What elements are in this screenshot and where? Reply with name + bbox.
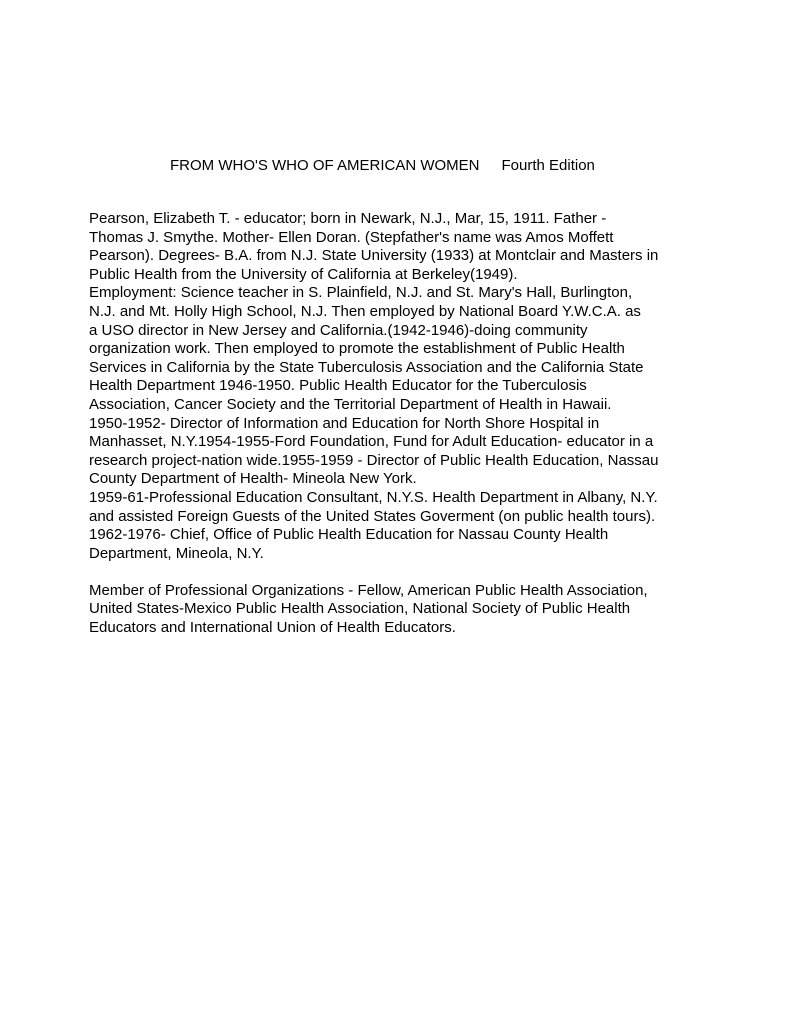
bio-line: Thomas J. Smythe. Mother- Ellen Doran. (Stepfather's name was Amos Moffett	[89, 228, 614, 246]
bio-line: Association, Cancer Society and the Territorial Department of Health in Hawaii.	[89, 395, 612, 413]
member-line: United States-Mexico Public Health Association, National Society of Public Health	[89, 600, 631, 618]
document-title	[170, 156, 730, 176]
bio-line: N.J. and Mt. Holly High School, N.J. Then employed by National Board Y.W.C.A. as	[89, 302, 641, 320]
bio-line: research project-nation wide.1955-1959 - Director of Public Health Education, Nassau	[89, 451, 659, 469]
bio-line: 1962-1976- Chief, Office of Public Health Education for Nassau County Health	[89, 526, 609, 544]
edition-text: Fourth Edition	[501, 157, 595, 174]
bio-line: Manhasset, N.Y.1954-1955-Ford Foundation, Fund for Adult Education- educator in a	[89, 433, 654, 451]
bio-line: Pearson, Elizabeth T. - educator; born in Newark, N.J., Mar, 15, 1911. Father -	[89, 210, 607, 227]
bio-line: 1950-1952- Director of Information and Education for North Shore Hospital in	[89, 414, 600, 432]
member-line: Educators and International Union of Health Educators.	[89, 619, 456, 637]
bio-line: 1959-61-Professional Education Consultant, N.Y.S. Health Department in Albany, N.Y.	[89, 488, 658, 506]
bio-line: Public Health from the University of California at Berkeley(1949).	[89, 265, 518, 283]
bio-line: Employment: Science teacher in S. Plainfield, N.J. and St. Mary's Hall, Burlington,	[89, 284, 633, 302]
bio-line: Department, Mineola, N.Y.	[89, 544, 264, 562]
bio-line: Health Department 1946-1950. Public Health Educator for the Tuberculosis	[89, 377, 587, 395]
bio-line: a USO director in New Jersey and California.(1942-1946)-doing community	[89, 321, 588, 339]
bio-line: organization work. Then employed to promote the establishment of Public Health	[89, 340, 625, 358]
paragraph-gap	[89, 563, 709, 582]
title-text: FROM WHO'S WHO OF AMERICAN WOMEN	[170, 157, 480, 174]
bio-line: County Department of Health- Mineola New York.	[89, 470, 417, 488]
bio-line: and assisted Foreign Guests of the United States Goverment (on public health tours).	[89, 507, 656, 525]
bio-line: Services in California by the State Tuberculosis Association and the California State	[89, 358, 644, 376]
member-line: Member of Professional Organizations - Fellow, American Public Health Association,	[89, 581, 648, 599]
bio-line: Pearson). Degrees- B.A. from N.J. State University (1933) at Montclair and Masters in	[89, 247, 659, 265]
biography-body	[89, 210, 709, 638]
